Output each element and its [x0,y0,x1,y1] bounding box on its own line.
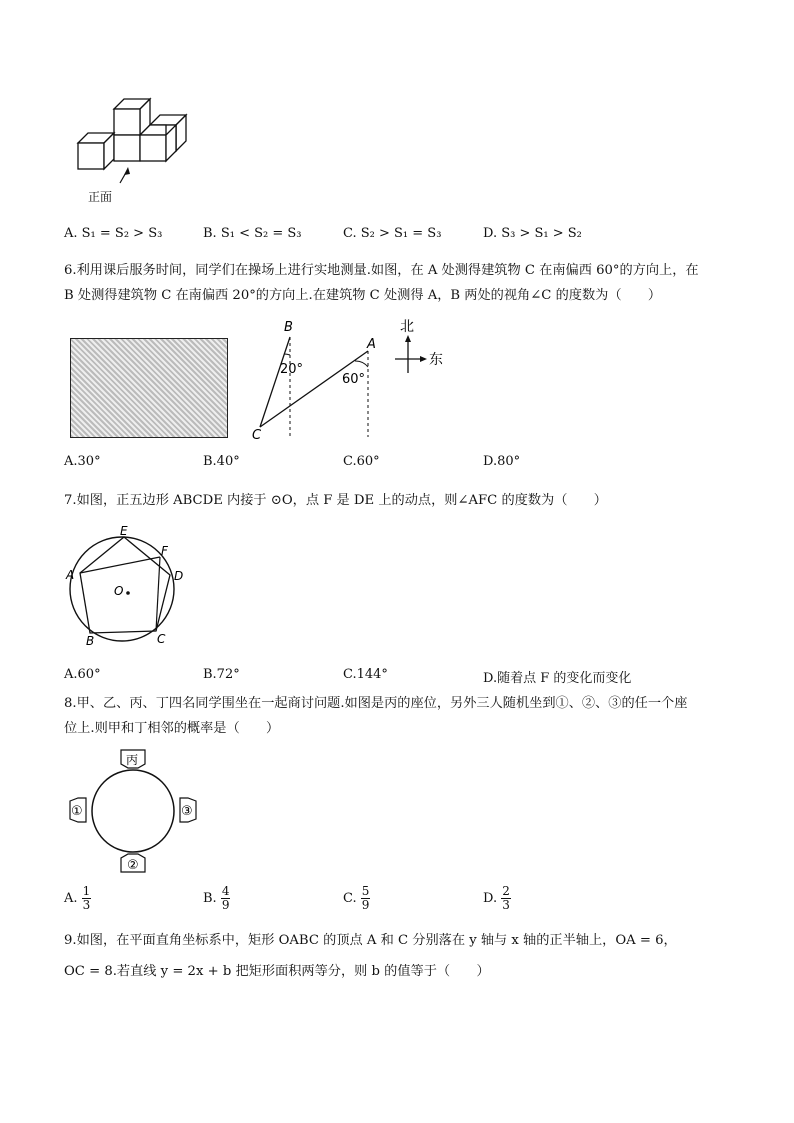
q8-option-c-num: 5 [361,884,370,898]
q8-option-b-num: 4 [221,884,230,898]
seating-figure [64,746,204,876]
field-measurement-photo [70,338,228,438]
vertex-c-label: C [157,632,166,646]
q6-line2: B 处测得建筑物 C 在南偏西 20°的方向上.在建筑物 C 处测得 A，B 两处的视角∠C 的度数为（ ） [64,288,662,303]
pentagon-circle-figure [62,524,192,648]
q6-line1: 6.利用课后服务时间，同学们在操场上进行实地测量.如图，在 A 处测得建筑物 C 在南偏西 60°的方向上，在 [64,263,699,278]
q8-option-c-den: 9 [361,898,370,912]
q6-option-c: C.60° [343,454,380,469]
q5-option-a: A. S₁ = S₂ > S₃ [64,226,163,241]
q9-line2: OC = 8.若直线 y = 2x + b 把矩形面积两等分，则 b 的值等于（ ） [64,964,490,979]
q5-option-d: D. S₃ > S₁ > S₂ [483,226,582,241]
q9-line1: 9.如图，在平面直角坐标系中，矩形 OABC 的顶点 A 和 C 分别落在 y 轴与 x 轴的正半轴上，OA = 6， [64,933,677,948]
seat-bottom-label: ② [127,858,139,873]
east-label: 东 [429,352,443,368]
point-b-label: B [284,320,293,335]
q8-option-a-num: 1 [82,884,91,898]
q8-option-a [64,885,91,912]
q5-option-b: B. S₁ < S₂ = S₃ [203,226,302,241]
q8-option-b-label: B. [203,891,217,906]
q6-option-a: A.30° [64,454,101,469]
point-a-label: A [367,337,376,352]
front-label: 正面 [88,190,113,204]
center-o-label: O [114,584,124,598]
q6-option-b: B.40° [203,454,240,469]
q7-line1: 7.如图，正五边形 ABCDE 内接于 ⊙O，点 F 是 DE 上的动点，则∠AFC 的度数为（ ） [64,493,607,508]
north-label: 北 [400,319,414,335]
q8-line1: 8.甲、乙、丙、丁四名同学围坐在一起商讨问题.如图是丙的座位，另外三人随机坐到①、②、③的任一个座 [64,696,688,711]
q6-direction-figure [250,315,450,445]
q7-option-c: C.144° [343,667,388,682]
q6-option-d: D.80° [483,454,521,469]
q8-option-a-den: 3 [82,898,91,912]
q8-option-b-den: 9 [221,898,230,912]
vertex-a-label: A [66,568,75,582]
q8-option-d-num: 2 [502,884,510,898]
angle-20-label: 20° [280,362,304,377]
q8-option-d-label: D. [483,891,498,906]
q8-option-d-den: 3 [502,898,510,912]
q8-option-c [343,885,370,912]
q8-option-d [483,885,511,912]
q7-option-d: D.随着点 F 的变化而变化 [483,671,632,686]
vertex-f-label: F [161,544,168,558]
q7-option-b: B.72° [203,667,240,682]
vertex-e-label: E [120,524,128,538]
q8-option-c-label: C. [343,891,357,906]
seat-right-label: ③ [181,804,193,819]
seat-top-label: 丙 [126,753,139,767]
vertex-d-label: D [174,569,184,583]
q8-line2: 位上.则甲和丁相邻的概率是（ ） [64,721,280,736]
q8-option-b [203,885,230,912]
seat-left-label: ① [71,804,83,819]
q7-option-a: A.60° [64,667,101,682]
vertex-b-label: B [86,634,95,648]
q8-option-a-label: A. [64,891,78,906]
point-c-label: C [252,428,262,443]
angle-60-label: 60° [342,372,366,387]
q5-option-c: C. S₂ > S₁ = S₃ [343,226,442,241]
